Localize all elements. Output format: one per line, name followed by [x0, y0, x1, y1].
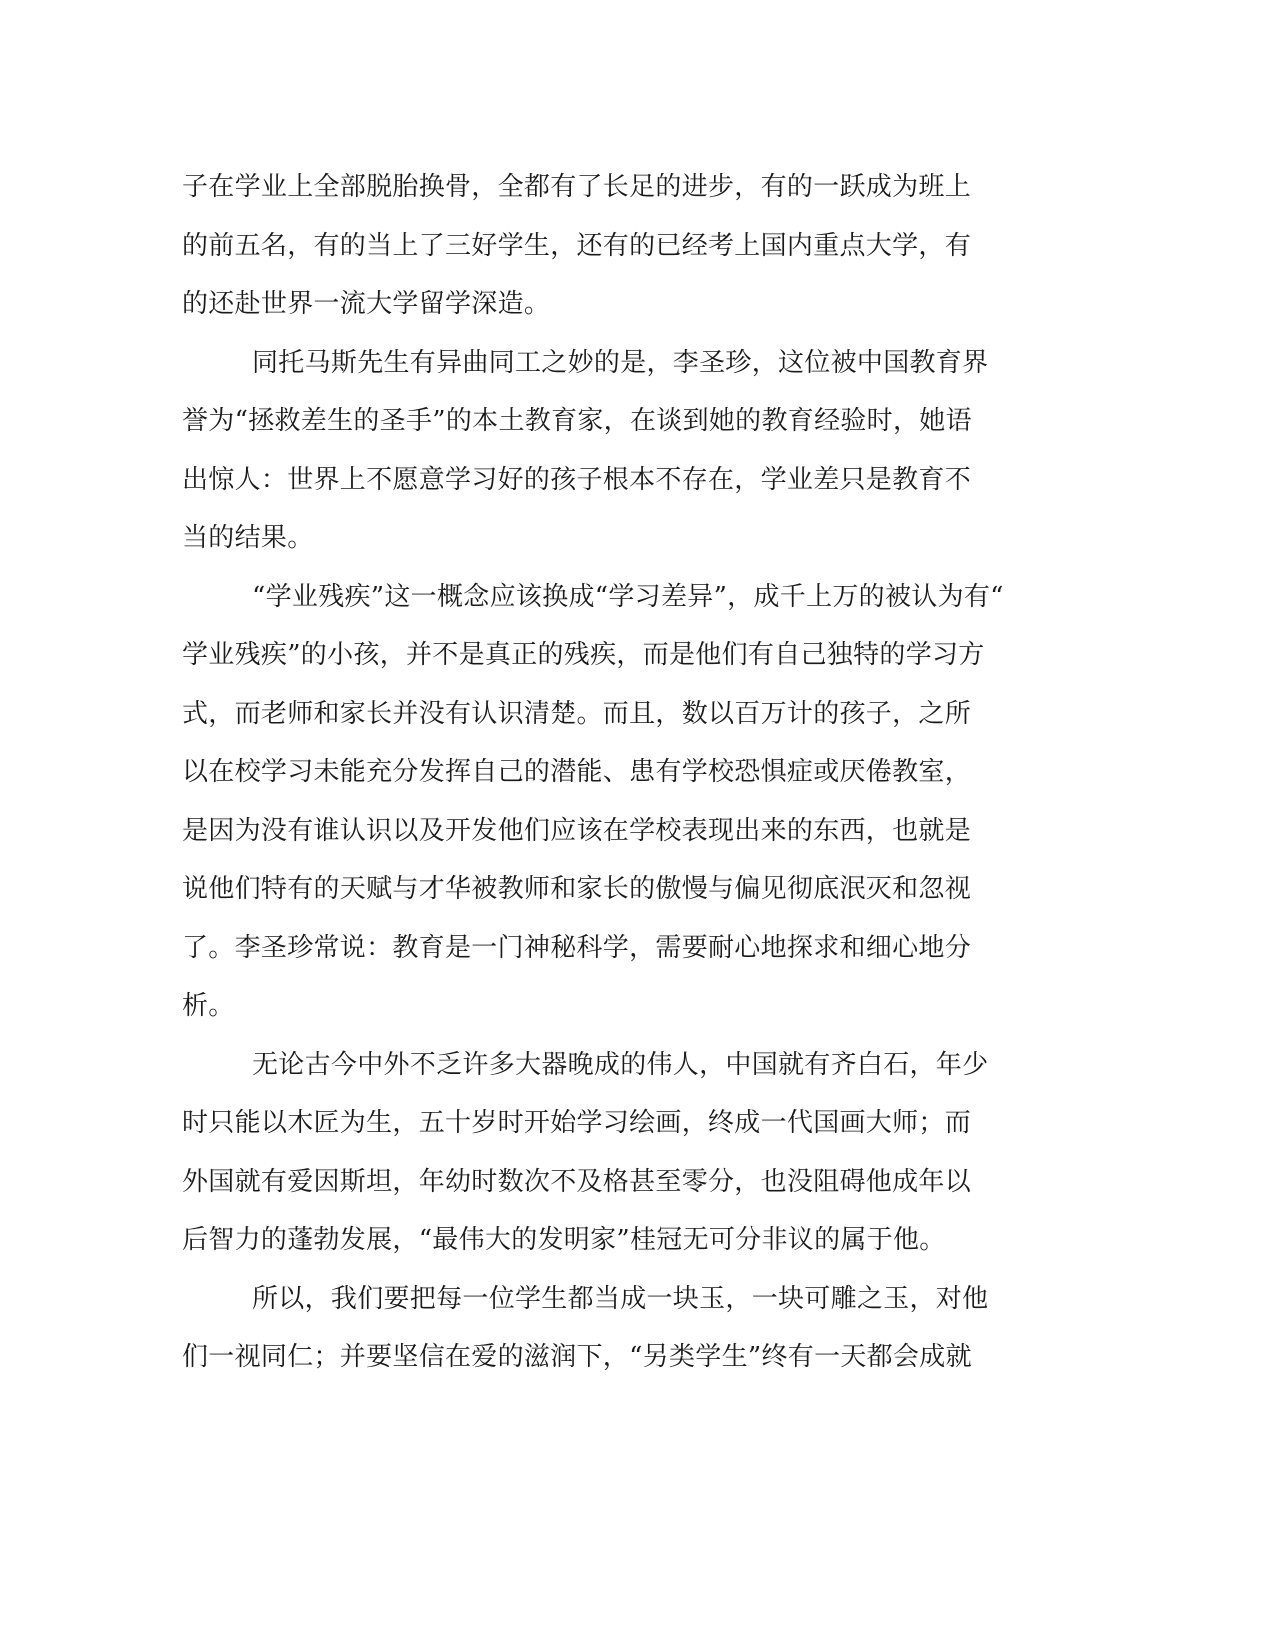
text-line: 出惊人：世界上不愿意学习好的孩子根本不存在，学业差只是教育不 [182, 464, 972, 495]
text-line: 的还赴世界一流大学留学深造。 [182, 289, 551, 319]
text-line: 式，而老师和家长并没有认识清楚。而且，数以百万计的孩子，之所 [182, 698, 972, 729]
text-line: 说他们特有的天赋与才华被教师和家长的傲慢与偏见彻底泯灭和忽视 [182, 874, 972, 904]
text-line: 是因为没有谁认识以及开发他们应该在学校表现出来的东西，也就是 [182, 815, 972, 846]
text-line: 时只能以木匠为生，五十岁时开始学习绘画，终成一代国画大师；而 [182, 1108, 972, 1138]
text-line: 们一视同仁；并要坚信在爱的滋润下，“另类学生”终有一天都会成就 [182, 1342, 972, 1372]
paragraph-first-line: “学业残疾”这一概念应该换成“学习差异”，成千上万的被认为有“ [252, 581, 1004, 612]
paragraph-first-line: 同托马斯先生有异曲同工之妙的是，李圣珍，这位被中国教育界 [252, 347, 989, 378]
paragraph-first-line: 无论古今中外不乏许多大器晚成的伟人，中国就有齐白石，年少 [252, 1049, 989, 1080]
text-line: 誉为“拯救差生的圣手”的本土教育家，在谈到她的教育经验时，她语 [182, 406, 972, 436]
text-line: 以在校学习未能充分发挥自己的潜能、患有学校恐惧症或厌倦教室， [182, 757, 972, 787]
text-line: 子在学业上全部脱胎换骨，全都有了长足的进步，有的一跃成为班上 [182, 172, 972, 202]
text-line: 析。 [182, 991, 235, 1021]
text-line: 的前五名，有的当上了三好学生，还有的已经考上国内重点大学，有 [182, 230, 972, 261]
text-line: 学业残疾”的小孩，并不是真正的残疾，而是他们有自己独特的学习方 [182, 640, 985, 670]
text-line: 了。李圣珍常说：教育是一门神秘科学，需要耐心地探求和细心地分 [182, 932, 972, 963]
paragraph-first-line: 所以，我们要把每一位学生都当成一块玉，一块可雕之玉，对他 [252, 1283, 989, 1314]
text-line: 外国就有爱因斯坦，年幼时数次不及格甚至零分，也没阻碍他成年以 [182, 1166, 972, 1197]
body-text [182, 158, 1034, 1387]
text-line: 当的结果。 [182, 523, 314, 553]
text-line: 后智力的蓬勃发展，“最伟大的发明家”桂冠无可分非议的属于他。 [182, 1225, 946, 1255]
